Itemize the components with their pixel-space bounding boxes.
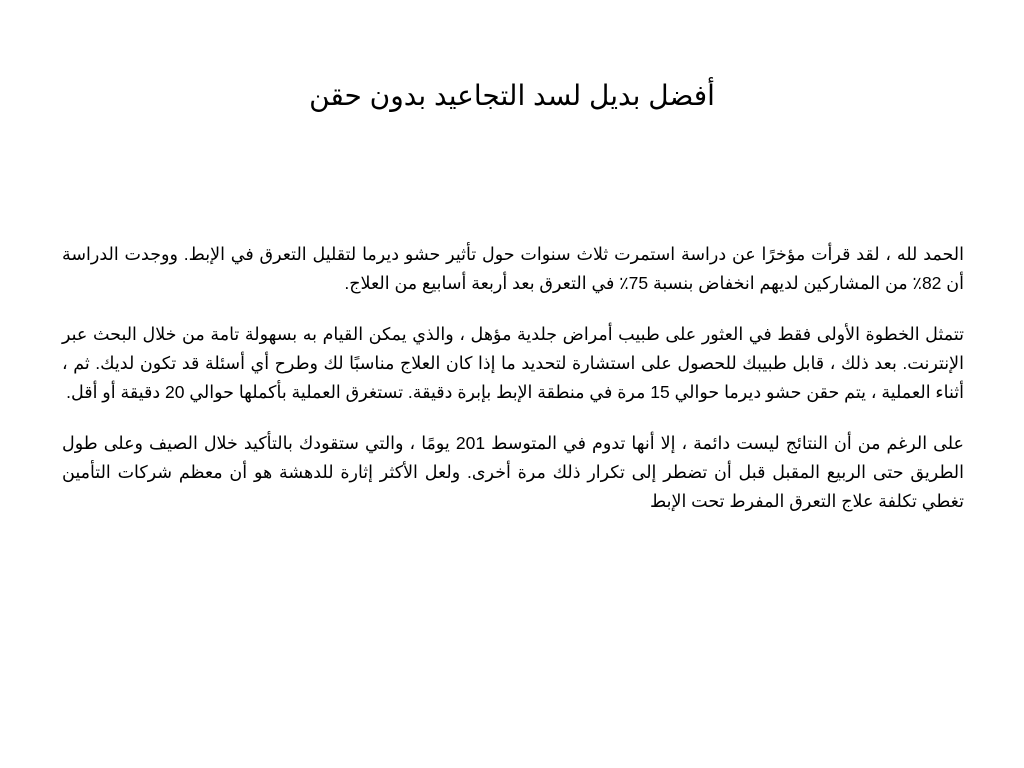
slide-body [62,240,964,538]
paragraph-results-duration: على الرغم من أن النتائج ليست دائمة ، إلا أنها تدوم في المتوسط 201 يومًا ، والتي ستقودك بالتأكيد خلال الصيف وعلى طول الطريق حتى الربيع المقبل قبل أن تضطر إلى تكرار ذلك مرة أخرى. ولعل الأكثر إثارة للدهشة هو أن معظم شركات التأمين تغطي تكلفة علاج التعرق المفرط تحت الإبط [62,433,964,511]
paragraph-study-results: الحمد لله ، لقد قرأت مؤخرًا عن دراسة استمرت ثلاث سنوات حول تأثير حشو ديرما لتقليل التعرق في الإبط. ووجدت الدراسة أن 82٪ من المشاركين لديهم انخفاض بنسبة 75٪ في التعرق بعد أربعة أسابيع من العلاج. [62,244,964,293]
slide-title: أفضل بديل لسد التجاعيد بدون حقن [309,80,715,111]
paragraph-procedure-steps: تتمثل الخطوة الأولى فقط في العثور على طبيب أمراض جلدية مؤهل ، والذي يمكن القيام به بسهولة تامة من خلال البحث عبر الإنترنت. بعد ذلك ، قابل طبيبك للحصول على استشارة لتحديد ما إذا كان العلاج مناسبًا لك وطرح أي أسئلة قد تكون لديك. ثم ، أثناء العملية ، يتم حقن حشو ديرما حوالي 15 مرة في منطقة الإبط بإبرة دقيقة. تستغرق العملية بأكملها حوالي 20 دقيقة أو أقل. [62,324,964,402]
